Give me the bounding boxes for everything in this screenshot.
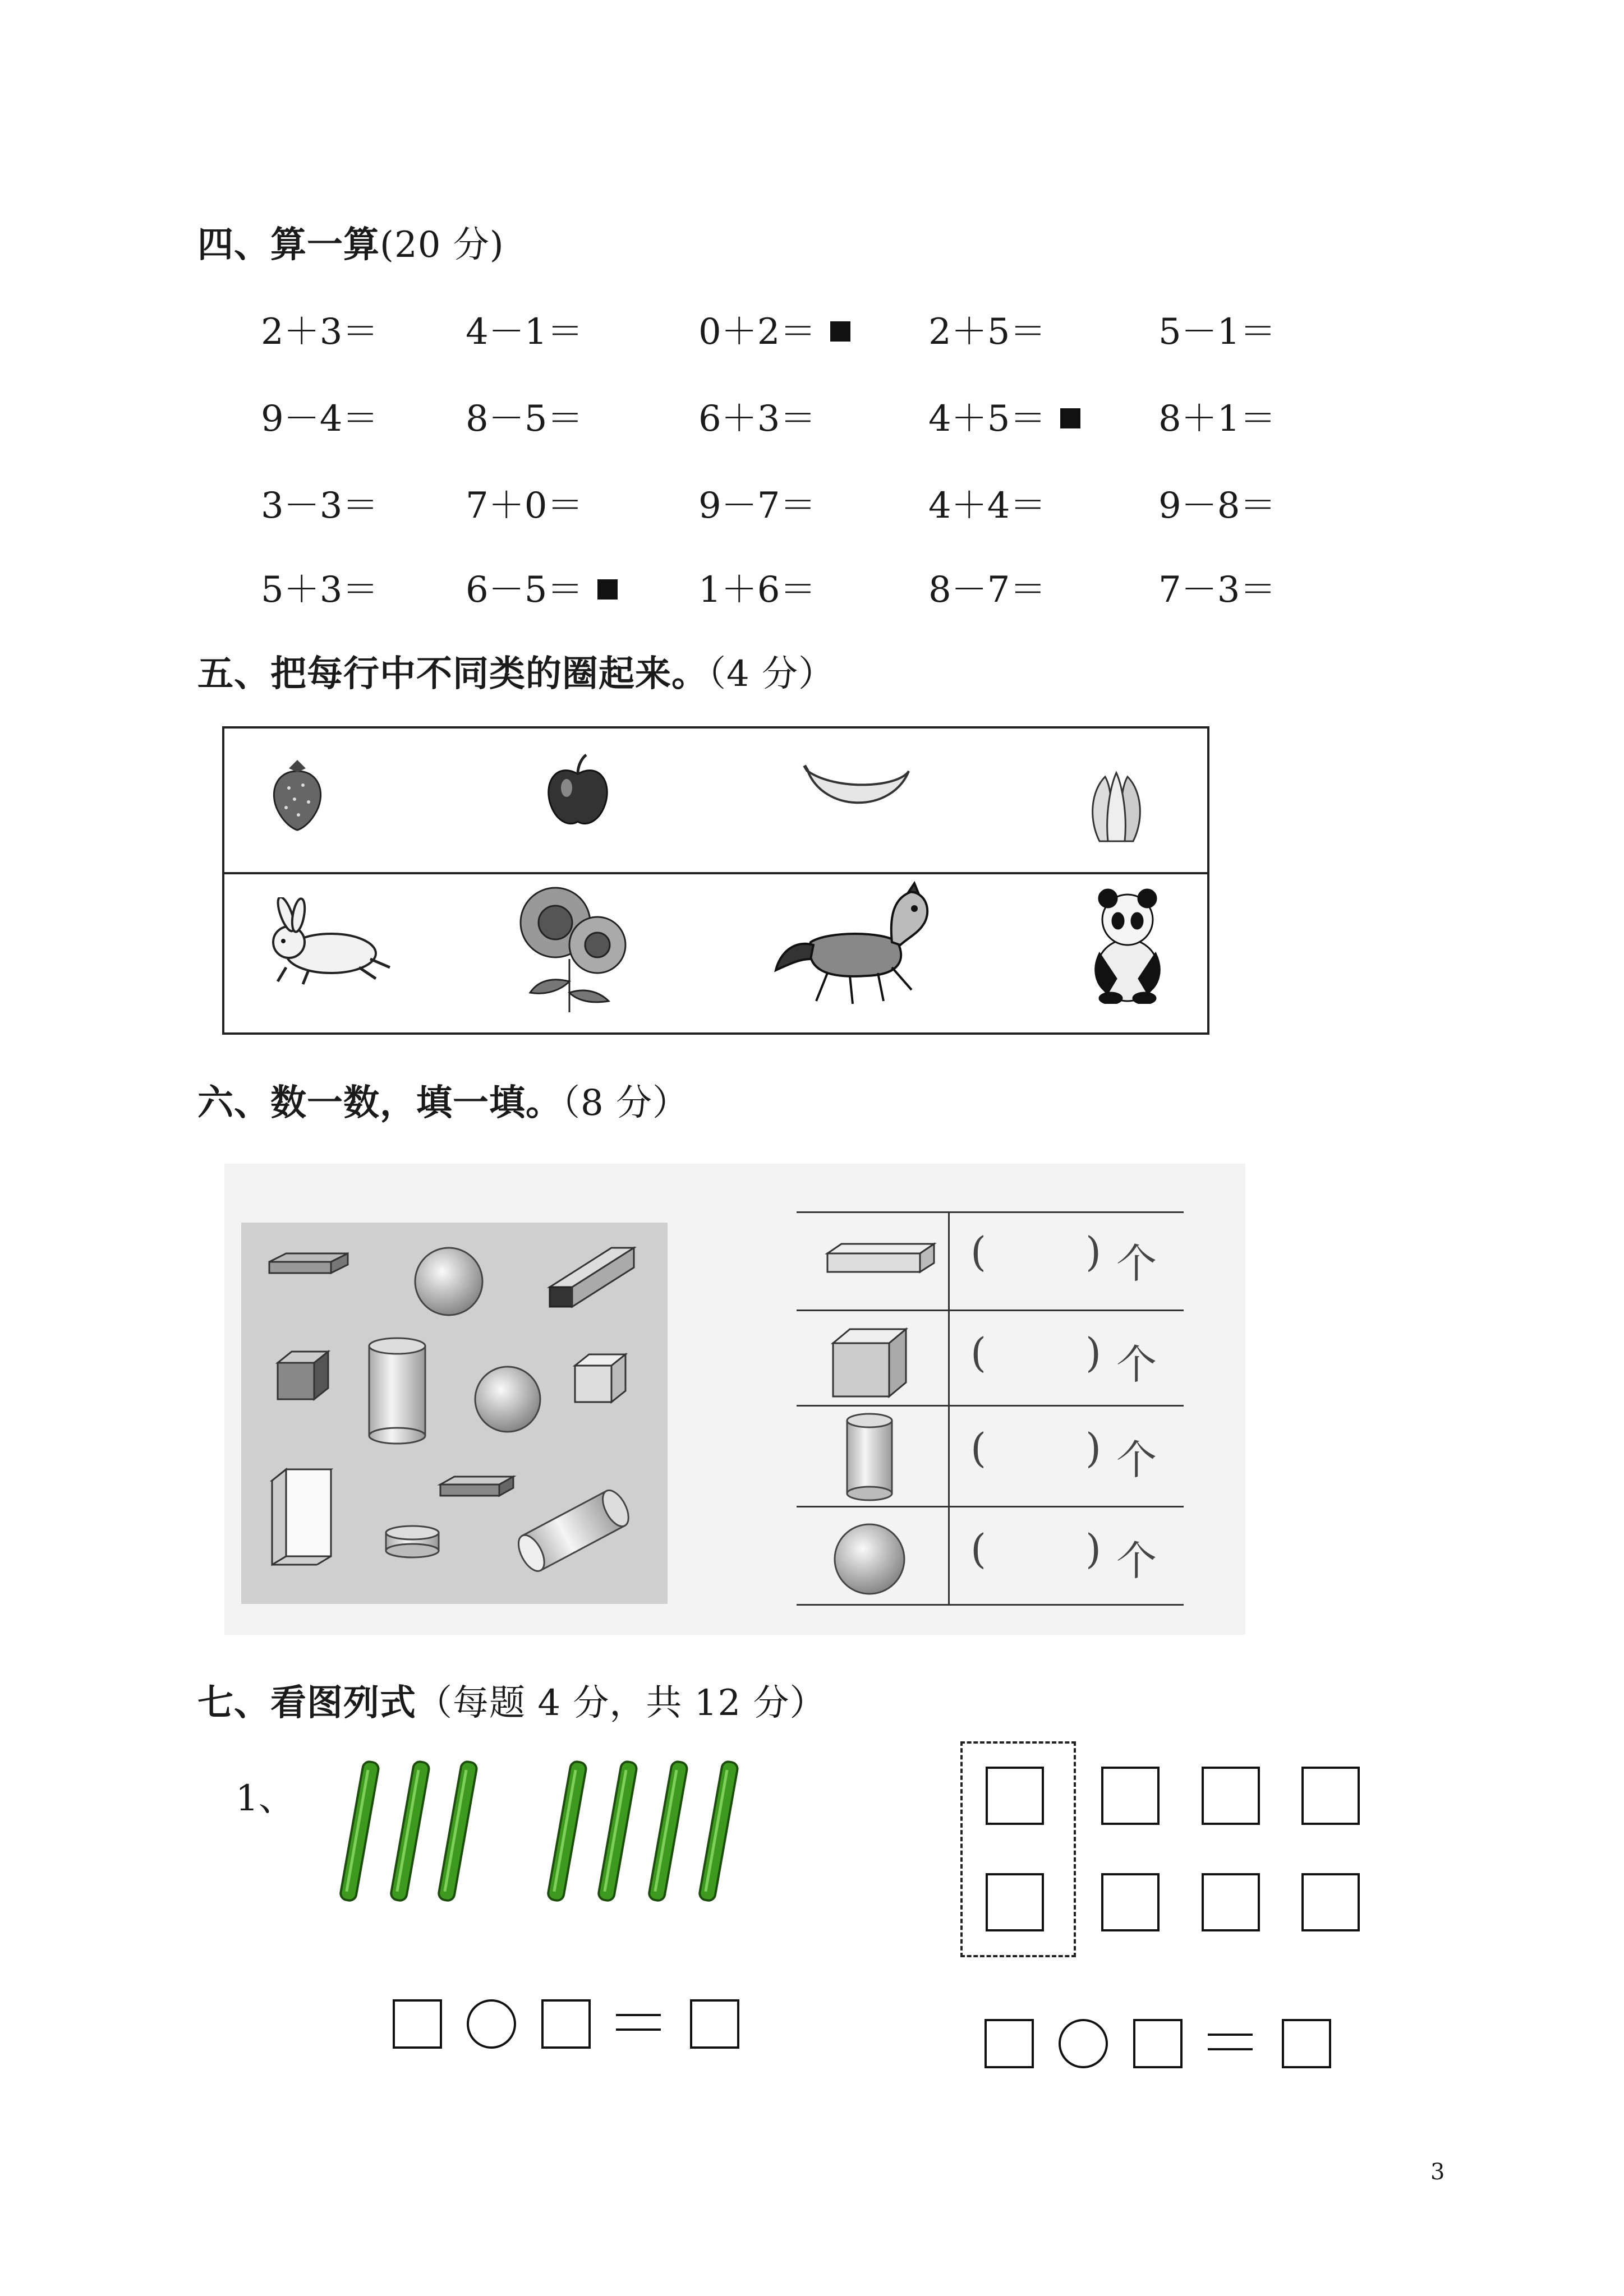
section4-heading — [197, 216, 504, 268]
equation-cell — [698, 477, 816, 528]
equation-cell — [466, 477, 583, 528]
stick-icon — [438, 1761, 477, 1902]
equation-text: 7－3＝ — [1158, 569, 1276, 611]
black-square-mark — [830, 321, 850, 342]
section6-title: 六、数一数，填一填。 — [197, 1082, 562, 1124]
equation-cell — [261, 303, 378, 354]
square-shape — [1101, 1767, 1160, 1825]
stick-icon — [390, 1761, 430, 1902]
stick-icon — [698, 1761, 738, 1902]
sticks-illustration — [325, 1755, 785, 1918]
equation-cell — [1158, 390, 1276, 441]
number-box[interactable] — [1133, 2019, 1183, 2068]
equation-cell — [1158, 561, 1276, 612]
equation-text: 8－7＝ — [928, 569, 1046, 611]
equation-cell — [928, 561, 1046, 612]
section7-points: （每题 4 分，共 12 分） — [416, 1682, 826, 1724]
strawberry-icon[interactable] — [264, 754, 331, 833]
cylinder-lying-icon — [508, 1481, 637, 1576]
sphere-icon — [410, 1242, 488, 1321]
equation-cell — [928, 303, 1046, 354]
equation-cell — [698, 303, 850, 354]
equation-cell — [261, 561, 378, 612]
square-shape — [986, 1873, 1044, 1931]
equation-cell — [466, 390, 583, 441]
unit-label: 个 — [1116, 1537, 1157, 1584]
equals-sign-line — [1208, 2034, 1253, 2036]
equation-text: 5＋3＝ — [261, 569, 379, 611]
black-square-mark — [597, 579, 618, 600]
equation-cell — [928, 477, 1046, 528]
equals-sign-line — [1208, 2048, 1253, 2050]
operator-circle[interactable] — [467, 1999, 516, 2049]
equation-cell — [698, 561, 816, 612]
table-divider — [224, 872, 1207, 874]
answer-paren-open: ( — [970, 1424, 987, 1472]
operator-circle[interactable] — [1059, 2019, 1108, 2068]
equals-sign-line — [616, 2014, 661, 2016]
number-box[interactable] — [393, 1999, 442, 2049]
answer-paren-close: ) — [1085, 1329, 1102, 1376]
table-line — [797, 1506, 1184, 1507]
cube-icon — [272, 1346, 334, 1408]
section5-points: （4 分） — [708, 653, 835, 695]
answer-paren-open: ( — [970, 1525, 987, 1573]
section6-points: （8 分） — [562, 1082, 689, 1124]
cylinder-icon — [364, 1335, 431, 1447]
table-line — [797, 1405, 1184, 1407]
stick-icon — [547, 1761, 587, 1902]
section6-heading — [197, 1074, 689, 1126]
cuboid-icon — [822, 1239, 940, 1279]
equation-text: 1＋6＝ — [698, 569, 816, 611]
black-square-mark — [1060, 408, 1080, 428]
equation-text: 9－7＝ — [698, 485, 816, 527]
cuboid-tall-icon — [266, 1464, 339, 1570]
cylinder-short-icon — [381, 1523, 443, 1562]
equation-text: 5－1＝ — [1158, 311, 1276, 353]
equation-text: 3－3＝ — [261, 485, 379, 527]
count-answer-blank[interactable] — [1004, 1430, 1077, 1475]
stick-icon — [339, 1761, 379, 1902]
section7-heading — [197, 1674, 826, 1726]
result-box[interactable] — [1282, 2019, 1331, 2068]
equation-text: 4－1＝ — [466, 311, 583, 353]
equation-text: 4＋4＝ — [928, 485, 1046, 527]
cabbage-icon[interactable] — [1083, 768, 1150, 847]
table-line — [797, 1604, 1184, 1606]
answer-paren-close: ) — [1085, 1228, 1102, 1275]
number-box[interactable] — [541, 1999, 591, 2049]
equation-cell — [466, 303, 583, 354]
classify-table — [222, 726, 1209, 1035]
unit-label: 个 — [1116, 1341, 1157, 1388]
equation-text: 4＋5＝ — [928, 398, 1046, 440]
cube-icon — [569, 1349, 631, 1410]
section4-title: 四、算一算 — [197, 224, 380, 266]
equation-text: 8－5＝ — [466, 398, 583, 440]
horse-icon[interactable] — [771, 880, 934, 1009]
equation-cell — [1158, 477, 1276, 528]
sphere-icon — [830, 1520, 909, 1598]
answer-paren-close: ) — [1085, 1525, 1102, 1573]
panda-icon[interactable] — [1085, 886, 1170, 1004]
equation-cell — [261, 477, 378, 528]
equation-text: 9－4＝ — [261, 398, 379, 440]
cuboid-long-icon — [544, 1239, 640, 1312]
equation-text: 2＋5＝ — [928, 311, 1046, 353]
count-answer-blank[interactable] — [1004, 1531, 1077, 1576]
table-line — [797, 1211, 1184, 1213]
equation-text: 8＋1＝ — [1158, 398, 1276, 440]
section5-title: 五、把每行中不同类的圈起来。 — [197, 653, 708, 695]
cube-icon — [827, 1324, 912, 1402]
cylinder-icon — [841, 1410, 898, 1503]
equation-text: 9－8＝ — [1158, 485, 1276, 527]
equation-cell — [261, 390, 378, 441]
equation-cell — [928, 390, 1080, 441]
equation-text: 7＋0＝ — [466, 485, 583, 527]
equation-cell — [698, 390, 816, 441]
flower-icon[interactable] — [508, 880, 637, 1015]
equation-cell — [1158, 303, 1276, 354]
square-shape — [1202, 1767, 1260, 1825]
cuboid-flat-icon — [435, 1472, 519, 1503]
equation-text: 6－5＝ — [466, 569, 583, 611]
number-box[interactable] — [984, 2019, 1034, 2068]
square-shape — [986, 1767, 1044, 1825]
stick-icon — [648, 1761, 688, 1902]
equation-text: 2＋3＝ — [261, 311, 379, 353]
section4-points: (20 分) — [380, 224, 504, 266]
rabbit-icon[interactable] — [264, 897, 393, 987]
unit-label: 个 — [1116, 1240, 1157, 1287]
banana-icon[interactable] — [802, 760, 914, 822]
equals-sign-line — [616, 2028, 661, 2031]
square-shape — [1301, 1767, 1360, 1825]
cuboid-flat-icon — [264, 1248, 353, 1281]
answer-paren-close: ) — [1085, 1424, 1102, 1472]
section7-title: 七、看图列式 — [197, 1682, 416, 1724]
equation-cell — [466, 561, 618, 612]
unit-label: 个 — [1116, 1436, 1157, 1483]
answer-paren-open: ( — [970, 1228, 987, 1275]
count-answer-blank[interactable] — [1004, 1234, 1077, 1279]
count-answer-blank[interactable] — [1004, 1335, 1077, 1380]
result-box[interactable] — [690, 1999, 739, 2049]
question-1-label: 1、 — [236, 1778, 295, 1819]
sphere-icon — [471, 1363, 544, 1436]
stick-icon — [597, 1761, 637, 1902]
square-shape — [1301, 1873, 1360, 1931]
apple-icon[interactable] — [541, 751, 614, 830]
equation-text: 6＋3＝ — [698, 398, 816, 440]
square-shape — [1101, 1873, 1160, 1931]
answer-paren-open: ( — [970, 1329, 987, 1376]
equation-text: 0＋2＝ — [698, 311, 816, 353]
square-shape — [1202, 1873, 1260, 1931]
page-number: 3 — [1430, 2159, 1445, 2185]
section5-heading — [197, 645, 835, 697]
table-divider-vertical — [948, 1211, 950, 1604]
table-line — [797, 1310, 1184, 1311]
